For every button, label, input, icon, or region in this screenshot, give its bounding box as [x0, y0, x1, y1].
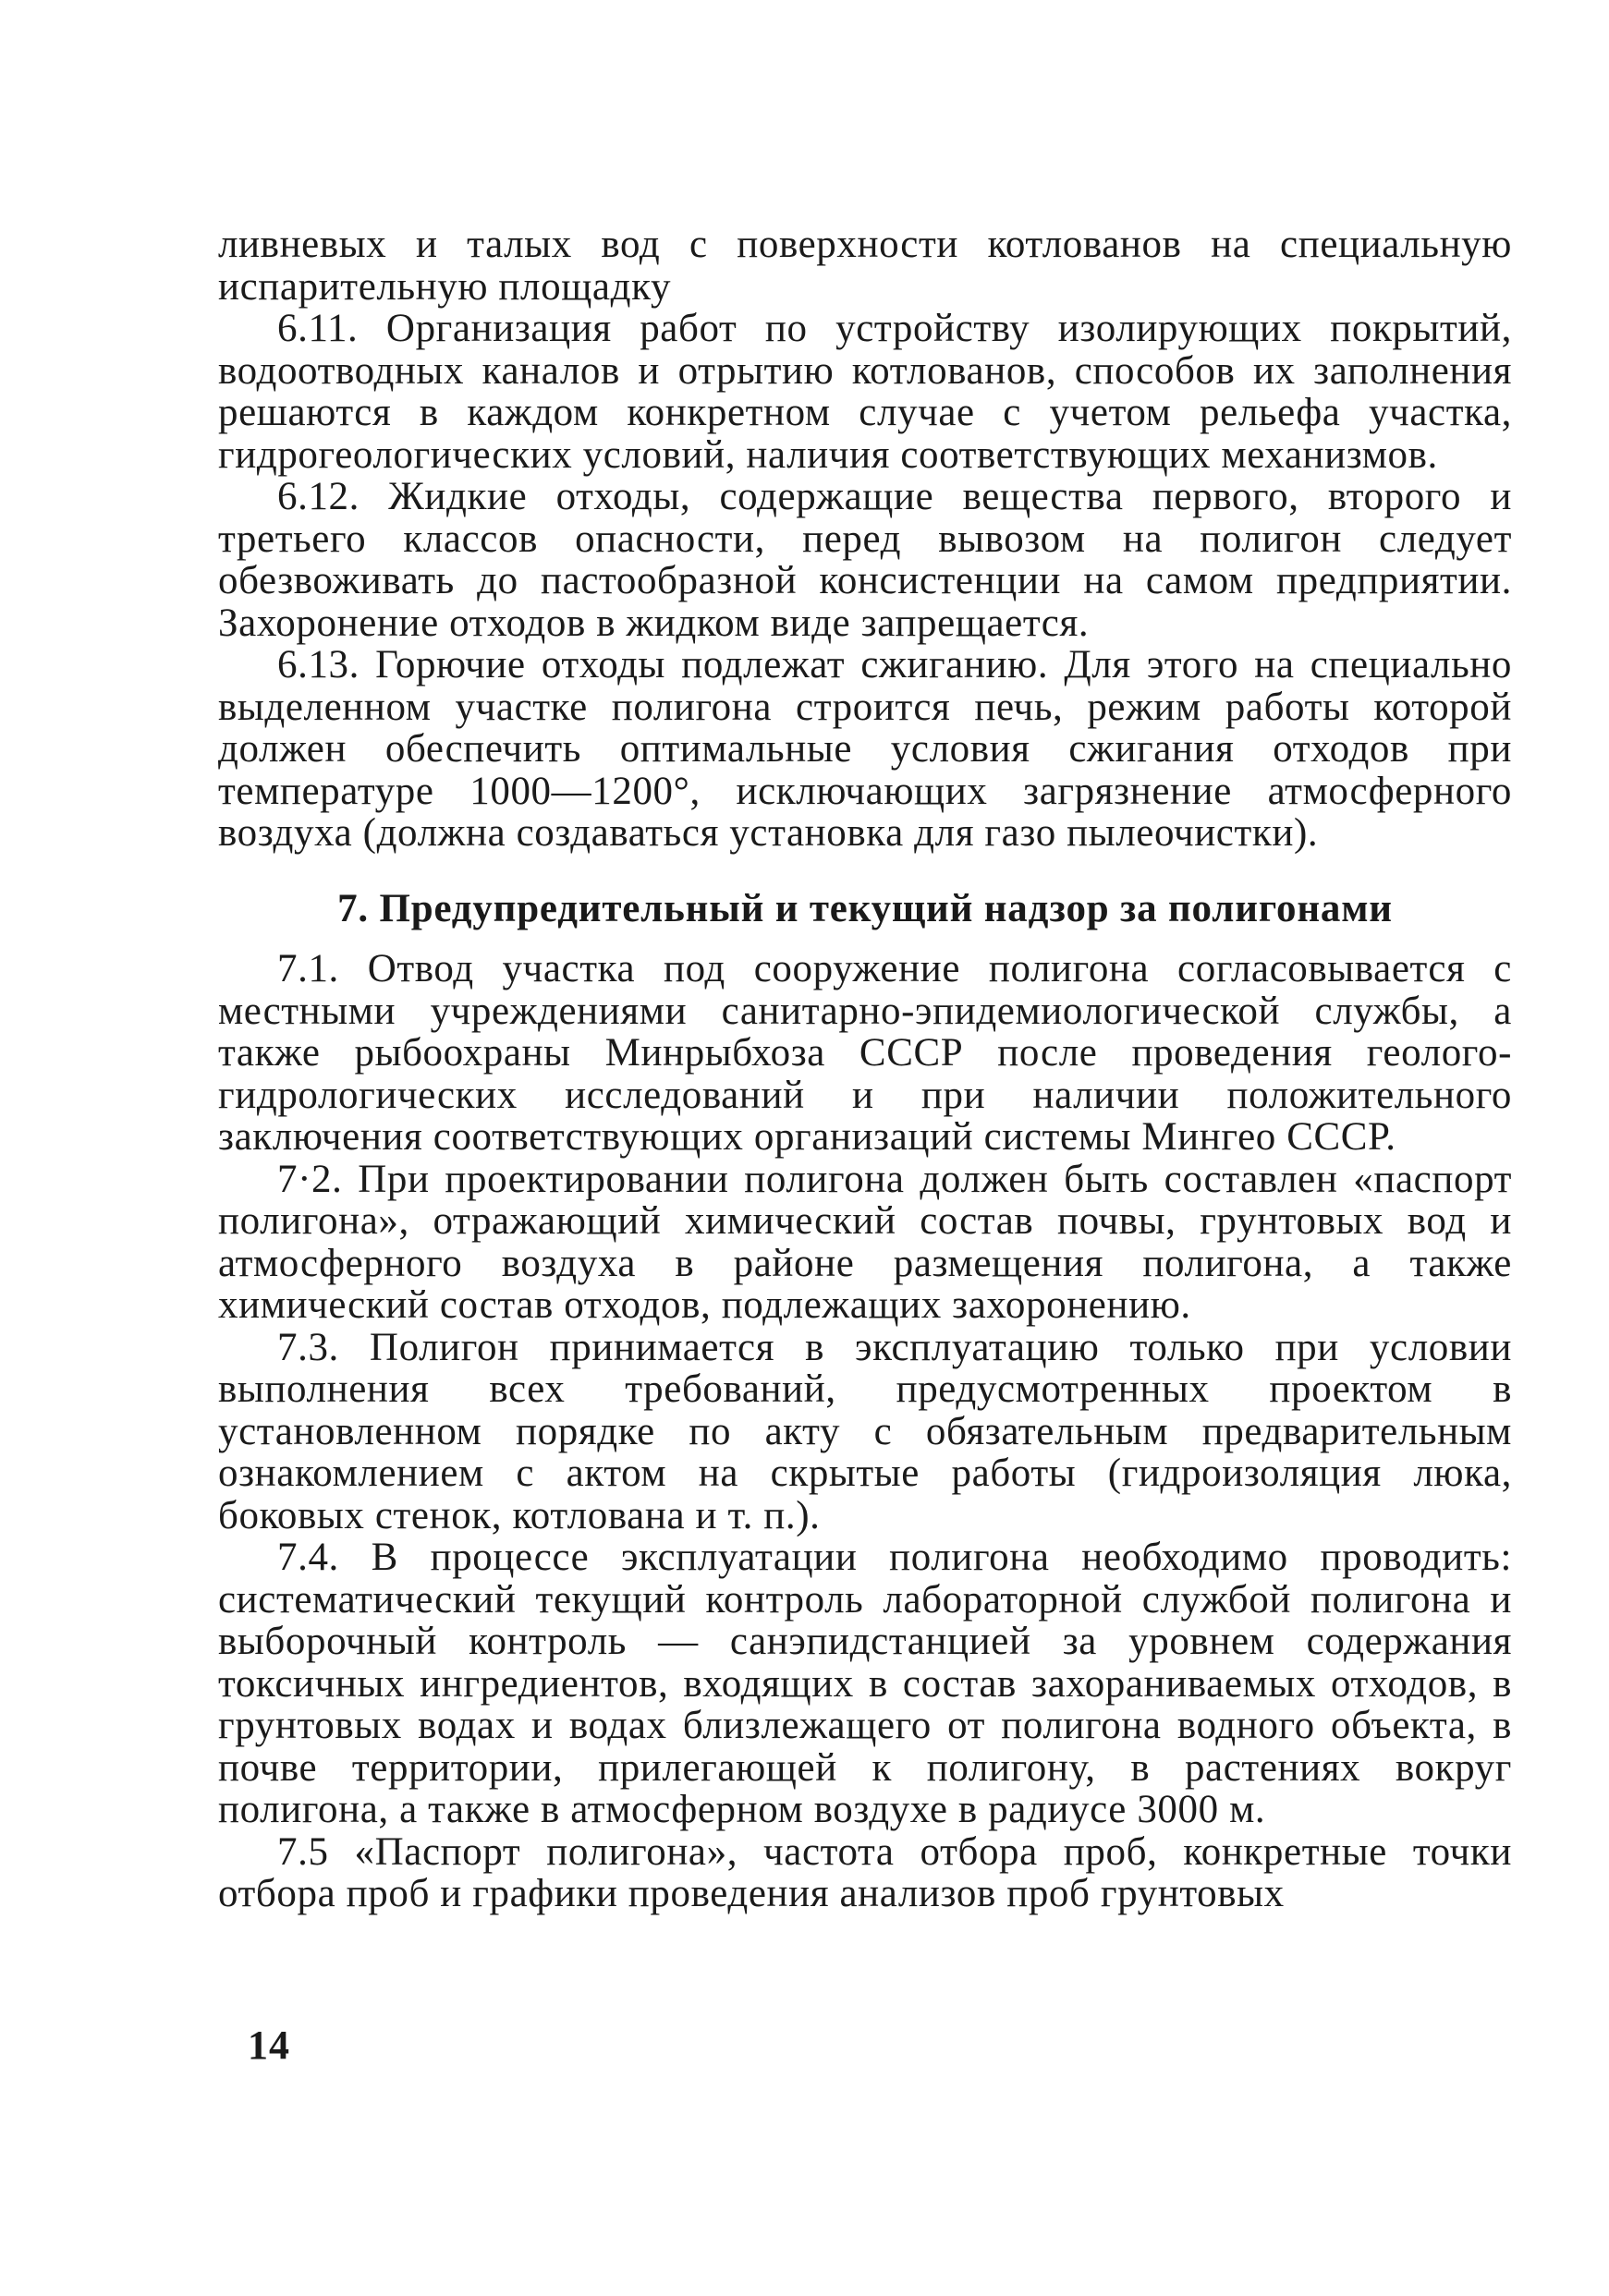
- paragraph-7-5: 7.5 «Паспорт полигона», частота отбора проб, конкретные точки отбора проб и графики проведения анализов проб грунтовых: [218, 1829, 1512, 1915]
- paragraph-6-13: 6.13. Горючие отходы подлежат сжиганию. Для этого на специально выделенном участке полигона строится печь, режим работы которой должен обеспечить оптимальные условия сжигания отходов при температуре 1000—1200°, исключающих загрязнение атмосферного воздуха (должна создаваться установка для газо пылеочистки).: [218, 643, 1512, 855]
- paragraph-7-2: 7·2. При проектировании полигона должен быть составлен «паспорт полигона», отражающий химический состав почвы, грунтовых вод и атмосферного воздуха в районе размещения полигона, а также химический состав отходов, подлежащих захоронению.: [218, 1157, 1512, 1327]
- paragraph-6-12: 6.12. Жидкие отходы, содержащие вещества первого, второго и третьего классов опасности, перед вывозом на полигон следует обезвоживать до пастообразной консистенции на самом предприятии. Захоронение отходов в жидком виде запрещается.: [218, 475, 1512, 645]
- paragraph-7-1: 7.1. Отвод участка под сооружение полигона согласовывается с местными учреждениями санитарно-эпидемиологической службы, а также рыбоохраны Минрыбхоза СССР после проведения геолого-гидрологических исследований и при наличии положительного заключения соответствующих организаций системы Мингео СССР.: [218, 947, 1512, 1159]
- paragraph-6-11: 6.11. Организация работ по устройству изолирующих покрытий, водоотводных каналов и отрытию котлованов, способов их заполнения решаются в каждом конкретном случае с учетом рельефа участка, гидрогеологических условий, наличия соответствующих механизмов.: [218, 307, 1512, 477]
- paragraph-7-3: 7.3. Полигон принимается в эксплуатацию только при условии выполнения всех требований, предусмотренных проектом в установленном порядке по акту с обязательным предварительным ознакомлением с актом на скрытые работы (гидроизоляция люка, боковых стенок, котлована и т. п.).: [218, 1325, 1512, 1537]
- paragraph-6-10-continuation: ливневых и талых вод с поверхности котлованов на специальную испарительную площадку: [218, 223, 1512, 309]
- page-number: 14: [248, 2023, 290, 2068]
- section-heading: 7. Предупредительный и текущий надзор за полигонами: [337, 886, 1393, 930]
- paragraph-7-4: 7.4. В процессе эксплуатации полигона необходимо проводить: систематический текущий контроль лабораторной службой полигона и выборочный контроль — санэпидстанцией за уровнем содержания токсичных ингредиентов, входящих в состав захораниваемых отходов, в грунтовых водах и водах близлежащего от полигона водного объекта, в почве территории, прилегающей к полигону, в растениях вокруг полигона, а также в атмосферном воздухе в радиусе 3000 м.: [218, 1536, 1512, 1831]
- document-page: [218, 224, 1512, 1915]
